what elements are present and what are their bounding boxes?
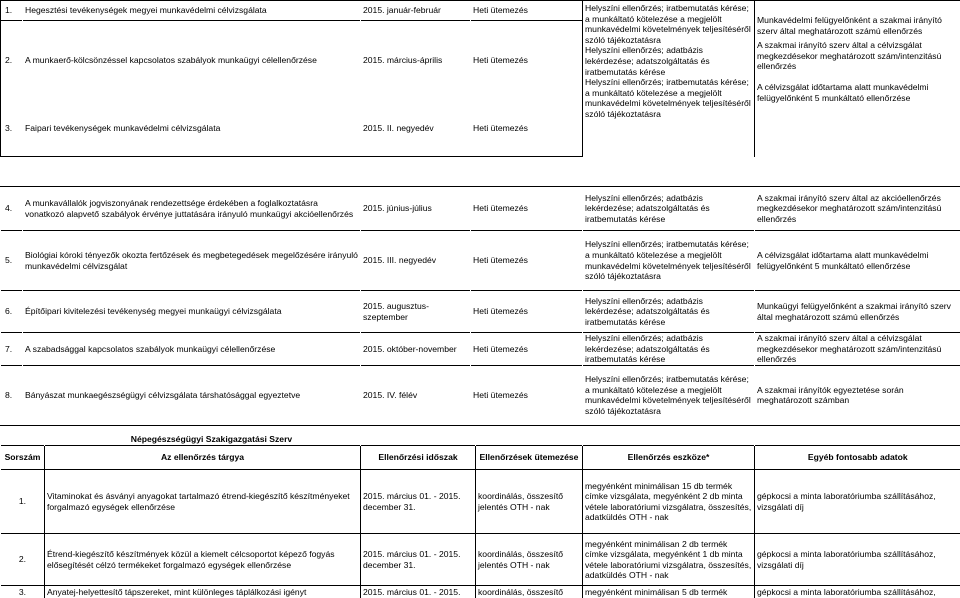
row-number: 8. (1, 365, 23, 425)
control-period: 2015. október-november (361, 333, 471, 366)
other-data: gépkocsi a minta laboratóriumba szállításához, vizsgálati díj (755, 534, 960, 586)
other-data: A célvizsgálat időtartama alatt munkavédelmi felügyelőnként 5 munkáltató ellenőrzése (755, 231, 960, 291)
row-number: 1. (1, 1, 23, 21)
header-schedule: Ellenőrzések ütemezése (476, 446, 583, 470)
other-data: A célvizsgálat időtartama alatt munkavédelmi felügyelőnként 5 munkáltató ellenőrzése (757, 82, 959, 103)
row-number: 6. (1, 291, 23, 333)
control-tools: Helyszíni ellenőrzés; adatbázis lekérdezése; adatszolgáltatás és iratbemutatás kérése (583, 291, 755, 333)
control-schedule: Heti ütemezés (471, 231, 583, 291)
control-schedule: Heti ütemezés (471, 187, 583, 231)
control-period: 2015. január-február (361, 1, 471, 21)
control-tools: Helyszíni ellenőrzés; adatbázis lekérdezése; adatszolgáltatás és iratbemutatás kérése (585, 45, 752, 77)
control-period: 2015. március-április (361, 21, 471, 101)
row-number: 5. (1, 231, 23, 291)
header-num: Sorszám (1, 446, 45, 470)
section1-table (0, 0, 960, 157)
row-number: 7. (1, 333, 23, 366)
control-schedule: Heti ütemezés (471, 291, 583, 333)
control-schedule: Heti ütemezés (471, 21, 583, 101)
control-schedule: Heti ütemezés (471, 1, 583, 21)
control-tools-cell (583, 1, 755, 157)
control-period: 2015. március 01. - 2015. december 31. (361, 534, 476, 586)
control-tools: Helyszíni ellenőrzés; iratbemutatás kérése; a munkáltató kötelezése a megjelölt munkavédelmi követelmények teljesítéséről szóló tájékoztatásra (583, 231, 755, 291)
other-data: Munkavédelmi felügyelőnként a szakmai irányító szerv által meghatározott számú ellenőrzés (757, 15, 959, 36)
control-topic: Faipari tevékenységek munkavédelmi célvizsgálata (23, 101, 361, 157)
section3-table (0, 434, 960, 598)
control-tools: megyénként minimálisan 15 db termék címke vizsgálata, megyénként 2 db minta vétele laboratóriumi vizsgálatra, összesítés, adatküldés OTH - nak (583, 470, 755, 534)
control-period: 2015. március 01. - 2015. december 31. (361, 470, 476, 534)
control-period: 2015. IV. félév (361, 365, 471, 425)
control-schedule: Heti ütemezés (471, 365, 583, 425)
control-topic: A munkavállalók jogviszonyának rendezettsége érdekében a foglalkoztatásra vonatkozó alapvető szabályok érvénye juttatására irányuló munkaügyi akcióellenőrzés (23, 187, 361, 231)
control-topic: Vitaminokat és ásványi anyagokat tartalmazó étrend-kiegészítő készítményeket forgalmazó egységek ellenőrzése (45, 470, 361, 534)
control-topic: A szabadsággal kapcsolatos szabályok munkaügyi célellenőrzése (23, 333, 361, 366)
control-tools: Helyszíni ellenőrzés; iratbemutatás kérése; a munkáltató kötelezése a megjelölt munkavédelmi követelmények teljesítéséről szóló tájékoztatásra (585, 77, 752, 119)
control-schedule: Heti ütemezés (471, 101, 583, 157)
control-topic: A munkaerő-kölcsönzéssel kapcsolatos szabályok munkaügyi célellenőrzése (23, 21, 361, 101)
control-topic: Étrend-kiegészítő készítmények közül a kiemelt célcsoportot képező fogyás elősegítését célzó termékeket forgalmazó egységek ellenőrzése (45, 534, 361, 586)
control-schedule: koordinálás, összesítő (476, 586, 583, 598)
control-period: 2015. június-július (361, 187, 471, 231)
control-topic: Hegesztési tevékenységek megyei munkavédelmi célvizsgálata (23, 1, 361, 21)
agency-title: Népegészségügyi Szakigazgatási Szerv (45, 434, 361, 446)
section2-table (0, 186, 960, 426)
control-period: 2015. II. negyedév (361, 101, 471, 157)
control-period: 2015. III. negyedév (361, 231, 471, 291)
other-data-cell (755, 1, 960, 157)
header-topic: Az ellenőrzés tárgya (45, 446, 361, 470)
other-data: A szakmai irányító szerv által a célvizsgálat megkezdésekor meghatározott szám/intenzitású ellenőrzés (755, 333, 960, 366)
header-tools: Ellenőrzés eszköze* (583, 446, 755, 470)
other-data: gépkocsi a minta laboratóriumba szállításához, vizsgálati díj (755, 470, 960, 534)
other-data: A szakmai irányító szerv által a célvizsgálat megkezdésekor meghatározott szám/intenzitású ellenőrzés (757, 40, 959, 72)
control-topic: Építőipari kivitelezési tevékenység megyei munkaügyi célvizsgálata (23, 291, 361, 333)
control-tools: megyénként minimálisan 5 db termék (583, 586, 755, 598)
control-schedule: Heti ütemezés (471, 333, 583, 366)
header-other: Egyéb fontosabb adatok (755, 446, 960, 470)
control-topic: Bányászat munkaegészségügyi célvizsgálata társhatósággal egyeztetve (23, 365, 361, 425)
control-tools: Helyszíni ellenőrzés; iratbemutatás kérése; a munkáltató kötelezése a megjelölt munkavédelmi követelmények teljesítéséről szóló tájékoztatásra (585, 3, 752, 45)
control-schedule: koordinálás, összesítő jelentés OTH - nak (476, 534, 583, 586)
row-number: 2. (1, 21, 23, 101)
other-data: A szakmai irányító szerv által az akcióellenőrzés megkezdésekor meghatározott szám/intenzitású ellenőrzés (755, 187, 960, 231)
control-tools: megyénként minimálisan 2 db termék címke vizsgálata, megyénként 1 db minta vétele laboratóriumi vizsgálatra, összesítés, adatküldés OTH - nak (583, 534, 755, 586)
other-data: gépkocsi a minta laboratóriumba szállításához, (755, 586, 960, 598)
control-topic: Biológiai kóroki tényezők okozta fertőzések és megbetegedések megelőzésére irányuló munkavédelmi célvizsgálat (23, 231, 361, 291)
control-period: 2015. március 01. - 2015. (361, 586, 476, 598)
control-topic: Anyatej-helyettesítő tápszereket, mint különleges táplálkozási igényt (45, 586, 361, 598)
row-number: 4. (1, 187, 23, 231)
row-number: 3. (1, 101, 23, 157)
header-period: Ellenőrzési időszak (361, 446, 476, 470)
row-number: 1. (1, 470, 45, 534)
other-data: Munkaügyi felügyelőnként a szakmai irányító szerv által meghatározott számú ellenőrzés (755, 291, 960, 333)
control-schedule: koordinálás, összesítő jelentés OTH - nak (476, 470, 583, 534)
row-number: 3. (1, 586, 45, 598)
control-tools: Helyszíni ellenőrzés; iratbemutatás kérése; a munkáltató kötelezése a megjelölt munkavédelmi követelmények teljesítéséről szóló tájékoztatásra (583, 365, 755, 425)
row-number: 2. (1, 534, 45, 586)
other-data: A szakmai irányítók egyeztetése során meghatározott számban (755, 365, 960, 425)
control-period: 2015. augusztus-szeptember (361, 291, 471, 333)
control-tools: Helyszíni ellenőrzés; adatbázis lekérdezése; adatszolgáltatás és iratbemutatás kérése (583, 187, 755, 231)
control-tools: Helyszíni ellenőrzés; adatbázis lekérdezése; adatszolgáltatás és iratbemutatás kérése (583, 333, 755, 366)
